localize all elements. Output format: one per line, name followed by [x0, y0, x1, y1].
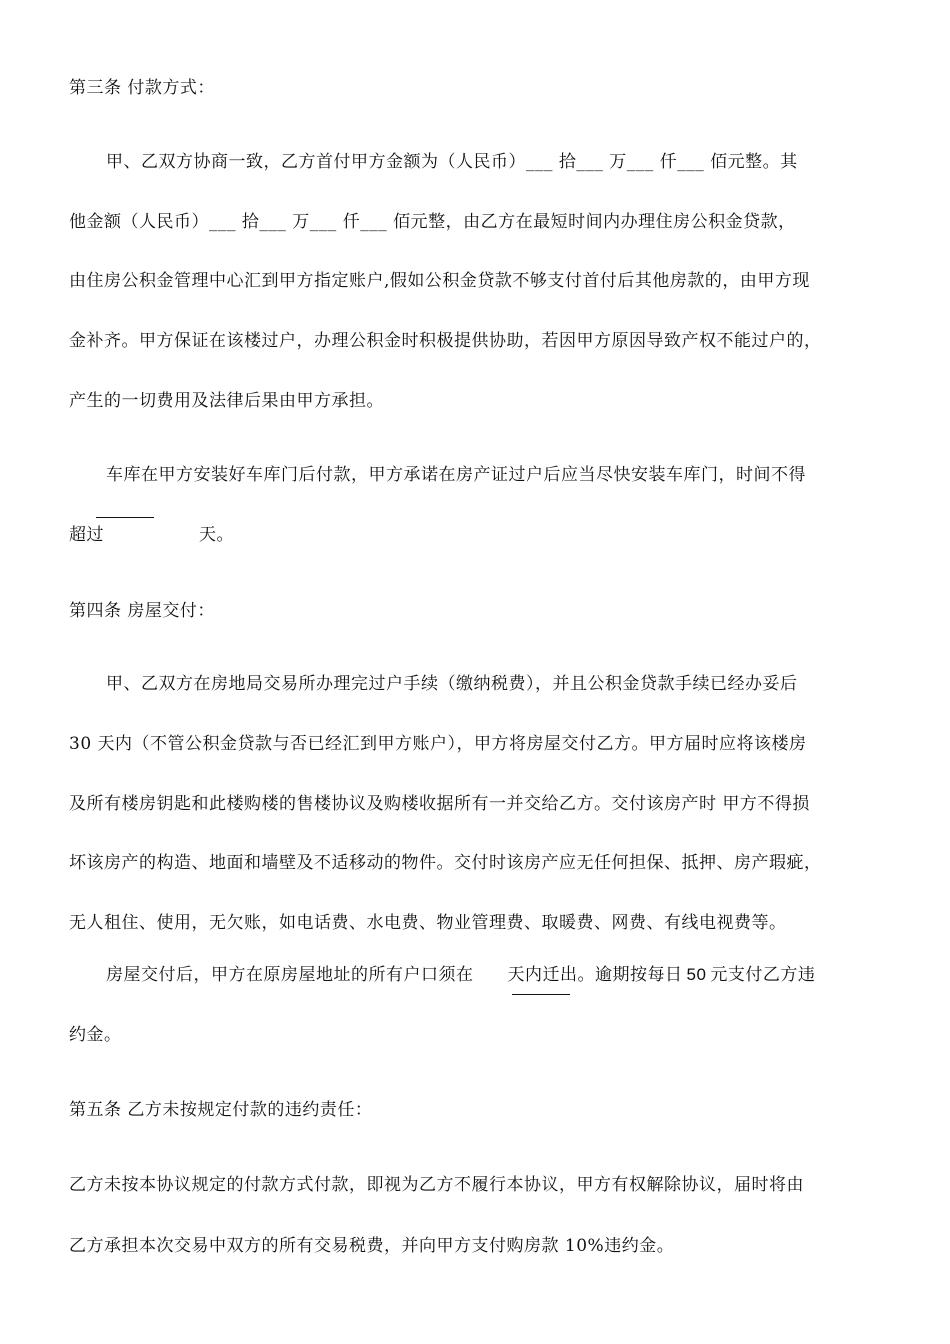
article5-heading: 第五条 乙方未按规定付款的违约责任：: [69, 1100, 373, 1120]
article4-p1-line4: 坏该房产的构造、地面和墙壁及不适移动的物件。交付时该房产应无任何担保、抵押、房产瑕疵，: [69, 853, 822, 873]
article3-p2-line1: 车库在甲方安装好车库门后付款，甲方承诺在房产证过户后应当尽快安装车库门，时间不得: [106, 465, 806, 485]
article5-p1-line2: 乙方承担本次交易中双方的所有交易税费，并向甲方支付购房款 10%违约金。: [69, 1236, 675, 1256]
days-blank-line: [96, 517, 154, 518]
move-out-days-blank-line: [512, 994, 570, 995]
article3-p1-line4: 金补齐。甲方保证在该楼过户，办理公积金时积极提供协助，若因甲方原因导致产权不能过户的，: [69, 331, 822, 351]
article4-p1-line5: 无人租住、使用，无欠账，如电话费、水电费、物业管理费、取暖费、网费、有线电视费等。: [69, 913, 787, 933]
article3-p1-line1: 甲、乙双方协商一致，乙方首付甲方金额为（人民币）___ 拾___ 万___ 仟___ 佰元整。其: [106, 152, 798, 172]
article4-p2-line1: [106, 963, 886, 987]
article3-p1-line3: 由住房公积金管理中心汇到甲方指定账户,假如公积金贷款不够支付首付后其他房款的，由甲方现: [69, 271, 810, 291]
article5-p1-line1: 乙方未按本协议规定的付款方式付款，即视为乙方不履行本协议，甲方有权解除协议，届时将由: [69, 1175, 804, 1195]
household-pre: 房屋交付后，甲方在原房屋地址的所有户口须在: [106, 965, 474, 985]
article4-heading: 第四条 房屋交付：: [69, 601, 215, 621]
article4-p1-line1: 甲、乙双方在房地局交易所办理完过户手续（缴纳税费），并且公积金贷款手续已经办妥后: [106, 674, 798, 694]
household-post: 元支付乙方违: [710, 965, 816, 985]
article4-p1-line2: 30 天内（不管公积金贷款与否已经汇到甲方账户），甲方将房屋交付乙方。甲方届时应将该楼房: [69, 734, 807, 754]
days-label: 天。: [199, 525, 234, 545]
penalty-amount: 50: [686, 965, 707, 984]
article4-p2-line2: 约金。: [69, 1025, 122, 1045]
article3-heading: 第三条 付款方式：: [69, 78, 215, 98]
article4-p1-line3: 及所有楼房钥匙和此楼购楼的售楼协议及购楼收据所有一并交给乙方。交付该房产时 甲方不得损: [69, 794, 810, 814]
exceed-label: 超过: [69, 525, 104, 545]
household-mid: 天内迁出。逾期按每日: [507, 965, 683, 985]
article3-p1-line2: 他金额（人民币）___ 拾___ 万___ 仟___ 佰元整，由乙方在最短时间内办理住房公积金贷款，: [69, 212, 796, 232]
article3-p2-line2: [69, 523, 889, 547]
article3-p1-line5: 产生的一切费用及法律后果由甲方承担。: [69, 391, 384, 411]
